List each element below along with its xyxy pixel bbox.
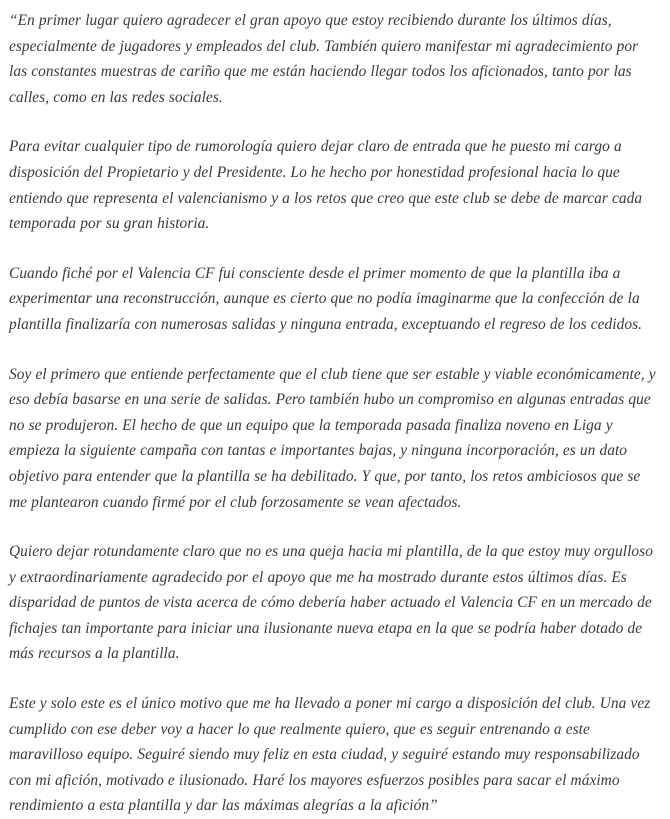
statement-paragraph-5: Quiero dejar rotundamente claro que no es una queja hacia mi plantilla, de la que estoy muy orgulloso y extraordinariamente agradecido por el apoyo que me ha mostrado durante estos últimos días. Es disparidad de puntos de vista acerca de cómo debería haber actuado el Valencia CF en un mercado de fichajes tan importante para iniciar una ilusionante nueva etapa en la que se podría haber dotado de más recursos a la plantilla. bbox=[9, 543, 653, 663]
statement-paragraph-3: Cuando fiché por el Valencia CF fui consciente desde el primer momento de que la plantilla iba a experimentar una reconstrucción, aunque es cierto que no podía imaginarme que la confección de la plantilla finalizaría con numerosas salidas y ninguna entrada, exceptuando el regreso de los cedidos. bbox=[9, 264, 643, 333]
statement-paragraph-2: Para evitar cualquier tipo de rumorología quiero dejar claro de entrada que he puesto mi cargo a disposición del Propietario y del Presidente. Lo he hecho por honestidad profesional hacia lo que entiendo que representa el valencianismo y a los retos que creo que este club se debe de marcar cada temporada por su gran historia. bbox=[9, 138, 643, 233]
statement-paragraph-4: Soy el primero que entiende perfectamente que el club tiene que ser estable y viable económicamente, y eso debía basarse en una serie de salidas. Pero también hubo un compromiso en algunas entradas que no se produjeron. El hecho de que un equipo que la temporada pasada finaliza noveno en Liga y empieza la siguiente campaña con tantas e importantes bajas, y ninguna incorporación, es un dato objetivo para entender que la plantilla se ha debilitado. Y que, por tanto, los retos ambiciosos que se me plantearon cuando firmé por el club forzosamente se vean afectados. bbox=[9, 365, 656, 511]
statement-paragraph-1: “En primer lugar quiero agradecer el gran apoyo que estoy recibiendo durante los últimos días, especialmente de jugadores y empleados del club. También quiero manifestar mi agradecimiento por las constantes muestras de cariño que me están haciendo llegar todos los aficionados, tanto por las calles, como en las redes sociales. bbox=[9, 12, 639, 106]
statement-paragraph-6: Este y solo este es el único motivo que me ha llevado a poner mi cargo a disposición del club. Una vez cumplido con ese deber voy a hacer lo que realmente quiero, que es seguir entrenando a este maravilloso equipo. Seguiré siendo muy feliz en esta ciudad, y seguiré estando muy responsabilizado con mi afición, motivado e ilusionado. Haré los mayores esfuerzos posibles para sacar el máximo rendimiento a esta plantilla y dar las máximas alegrías a la afición” bbox=[9, 695, 651, 815]
